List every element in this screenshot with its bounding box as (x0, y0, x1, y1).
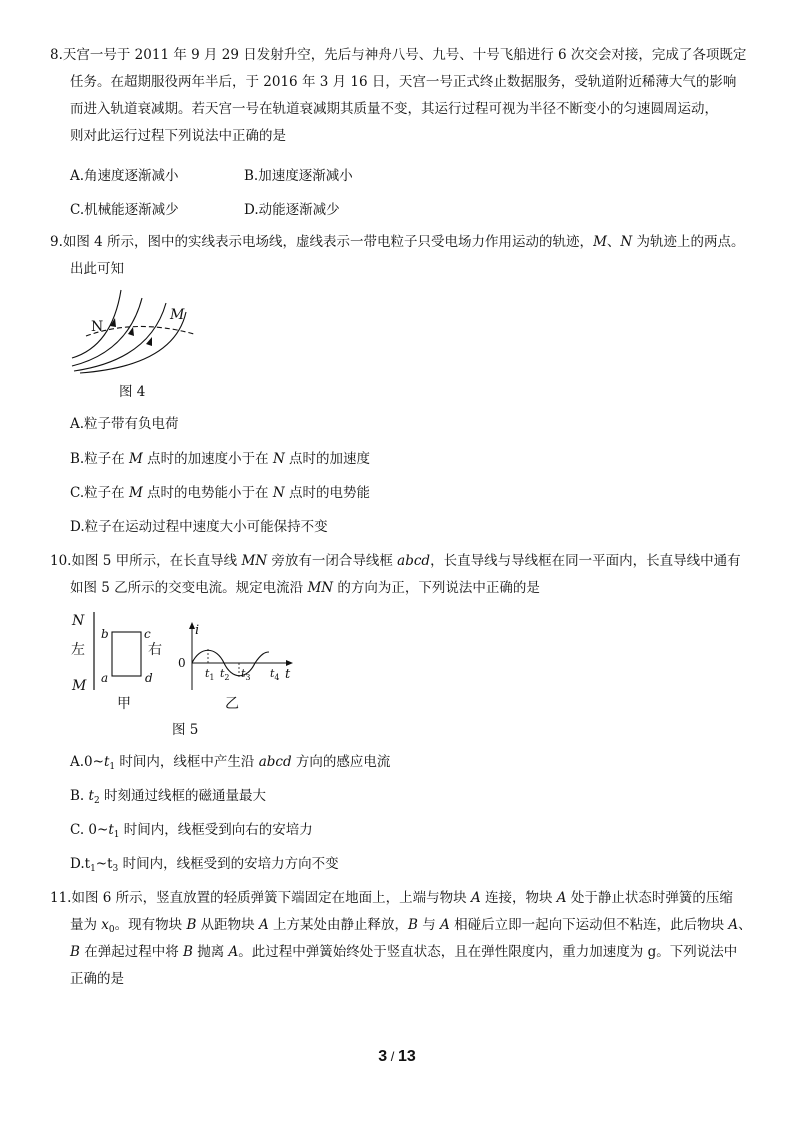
corner-a-label: a (101, 671, 109, 685)
figure-4-caption: 图 4 (119, 384, 146, 400)
figure-5a-wire-and-loop (68, 608, 168, 713)
tick-t4-label: $t_4$ (270, 667, 280, 682)
q8-stem-line-3: 而进入轨道衰减期。若天宫一号在轨道衰减期其质量不变，其运行过程可视为半径不断变小的匀速圆周运动， (70, 101, 718, 117)
time-axis-label: t (285, 667, 291, 682)
current-axis-label: i (195, 623, 200, 638)
origin-label: 0 (178, 656, 186, 670)
q8-stem-line-4: 则对此运行过程下列说法中正确的是 (70, 128, 286, 144)
point-n-label: N (91, 319, 104, 335)
corner-c-label: c (144, 627, 151, 641)
point-m-label: M (170, 307, 185, 323)
current-page: 3 (378, 1048, 388, 1065)
q11-stem-line-2: 量为 $x_0$。现有物块 B 从距物块 A 上方某处由静止释放，B 与 A 相碰后立即一起向下运动但不粘连，此后物块 A、 (70, 917, 752, 935)
q11-stem-line-4: 正确的是 (70, 971, 124, 987)
q9-option-c: C.粒子在 M 点时的电势能小于在 N 点时的电势能 (70, 485, 370, 501)
q9-stem-line-1: 9.如图 4 所示，图中的实线表示电场线，虚线表示一带电粒子只受电场力作用运动的轨迹，M、N 为轨迹上的两点。 (50, 234, 745, 250)
q10-option-a: $A.0\sim t_1$ 时间内，线框中产生沿 abcd 方向的感应电流 (70, 754, 391, 772)
q9-option-a: A.粒子带有负电荷 (70, 416, 179, 432)
tick-t1-label: $t_1$ (205, 667, 215, 682)
q8-stem-line-1: 8.天宫一号于 2011 年 9 月 29 日发射升空，先后与神舟八号、九号、十号飞船进行 6 次交会对接，完成了各项既定 (50, 47, 747, 63)
q9-option-b: B.粒子在 M 点时的加速度小于在 N 点时的加速度 (70, 451, 371, 467)
q9-stem-line-2: 出此可知 (70, 261, 124, 277)
q11-stem-line-3: B 在弹起过程中将 B 抛离 A。此过程中弹簧始终处于竖直状态，且在弹性限度内，重力加速度为 g。下列说法中 (70, 944, 738, 960)
right-label: 右 (148, 642, 162, 658)
q8-option-d: D.动能逐渐减少 (244, 202, 340, 218)
q8-stem-line-2: 任务。在超期服役两年半后，于 2016 年 3 月 16 日，天宫一号正式终止数据服务，受轨道附近稀薄大气的影响 (70, 74, 737, 90)
tick-t3-label: $t_3$ (241, 667, 251, 682)
page-number (0, 1048, 794, 1066)
q10-stem-line-2: 如图 5 乙所示的交变电流。规定电流沿 MN 的方向为正，下列说法中正确的是 (70, 580, 540, 596)
wire-end-n-label: N (72, 613, 85, 629)
q8-option-a: A.角速度逐渐减小 (70, 168, 179, 184)
wire-end-m-label: M (72, 678, 87, 694)
q10-stem-line-1: 10.如图 5 甲所示，在长直导线 MN 旁放有一闭合导线框 abcd，长直导线与导线框在同一平面内，长直导线中通有 (50, 553, 741, 569)
corner-d-label: d (145, 671, 153, 685)
q10-option-d: $D.t_1\sim t_3$ 时间内，线框受到的安培力方向不变 (70, 856, 339, 874)
wire-loop-abcd (112, 632, 141, 676)
t-axis-arrow (286, 660, 293, 666)
figure-5-caption: 图 5 (172, 722, 199, 738)
figure-4-electric-field-diagram (66, 288, 201, 373)
q10-option-b: B. $t_2$ 时刻通过线框的磁通量最大 (70, 788, 266, 806)
q9-option-d: D.粒子在运动过程中速度大小可能保持不变 (70, 519, 328, 535)
q11-stem-line-1: 11.如图 6 所示，竖直放置的轻质弹簧下端固定在地面上，上端与物块 A 连接，物块 A 处于静止状态时弹簧的压缩 (50, 890, 733, 906)
q10-option-c: C. $0\sim t_1$ 时间内，线框受到向右的安培力 (70, 822, 313, 840)
left-label: 左 (71, 642, 85, 658)
total-pages: 13 (397, 1048, 416, 1065)
q8-option-c: C.机械能逐渐减少 (70, 202, 179, 218)
tick-t2-label: $t_2$ (220, 667, 230, 682)
sub-figure-jia-label: 甲 (117, 696, 131, 712)
q8-option-b: B.加速度逐渐减小 (244, 168, 353, 184)
sub-figure-yi-label: 乙 (225, 696, 239, 712)
figure-5b-current-graph (175, 620, 300, 715)
page-separator: / (387, 1049, 398, 1064)
corner-b-label: b (101, 627, 109, 641)
